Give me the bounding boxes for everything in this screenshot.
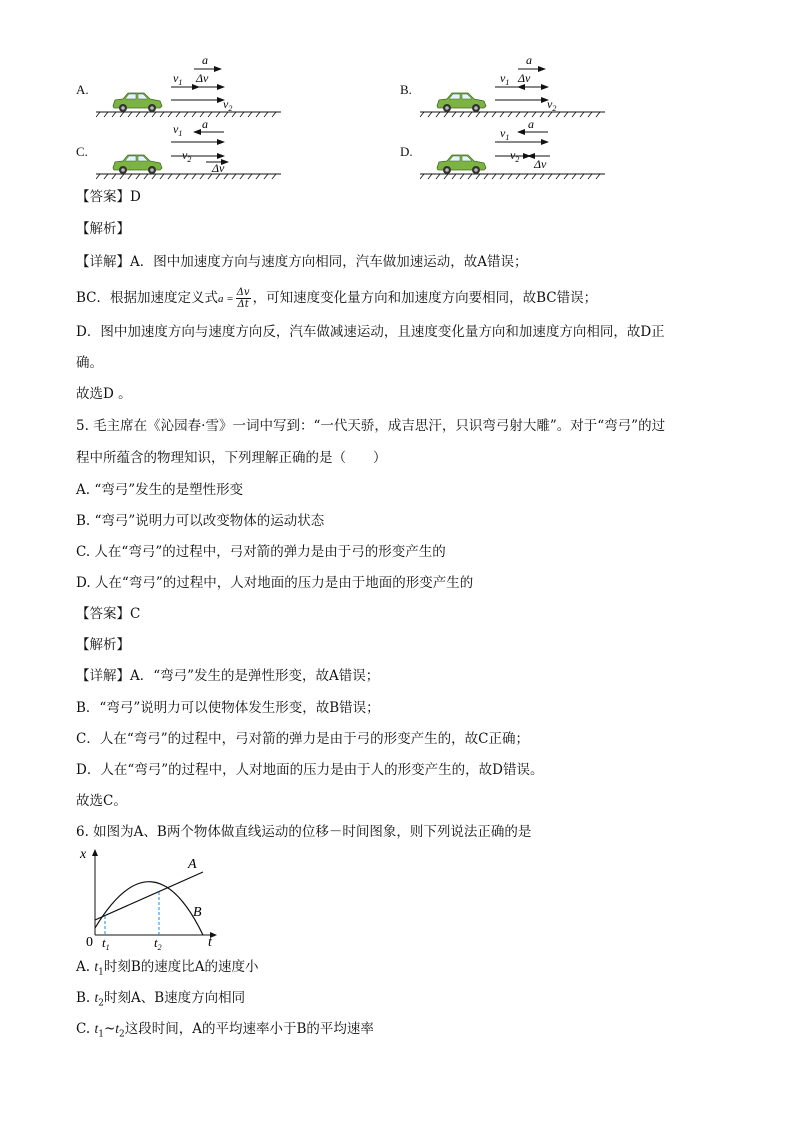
formula-lhs: a = (218, 293, 234, 305)
v2-label: $v_2$ (182, 148, 192, 164)
q6-option-c-text: 这段时间，A的平均速率小于B的平均速率 (124, 1021, 374, 1037)
q6-xt-graph (78, 842, 228, 950)
q4-option-b-label: B. (400, 82, 412, 97)
q5-detail-b: B．“弯弓”说明力可以使物体发生形变，故B错误； (76, 700, 380, 716)
q6-option-c-prefix: C. (76, 1021, 95, 1037)
line-a (95, 872, 203, 920)
v2-label: $v_2$ (223, 97, 233, 113)
q6-option-c-tilde: ~ (103, 1021, 116, 1037)
q4-option-b-diagram (420, 52, 610, 120)
q4-detail-bc (76, 286, 597, 311)
x-axis-label: t (208, 935, 212, 950)
car-icon (437, 155, 486, 174)
q6-option-b-prefix: B. (76, 990, 95, 1006)
q6-option-b (76, 989, 245, 1013)
q4-option-c-label: C. (76, 144, 88, 159)
q5-option-b: B. “弯弓”说明力可以改变物体的运动状态 (76, 513, 325, 529)
v1-label: $v_1$ (500, 71, 510, 87)
car-icon (113, 93, 162, 112)
q4-option-a-diagram (96, 52, 286, 120)
formula-denominator: Δt (237, 299, 249, 310)
curve-b-label: B (193, 905, 202, 920)
q6-option-c (76, 1020, 374, 1044)
accel-label: a (202, 53, 208, 67)
curve-b (95, 882, 203, 935)
q5-conclusion: 故选C。 (76, 793, 127, 809)
q5-detail-a: 【详解】A．“弯弓”发生的是弹性形变，故A错误； (76, 668, 380, 684)
q4-answer: 【答案】D (76, 189, 141, 205)
q4-conclusion: 故选D 。 (76, 386, 132, 402)
q4-detail-bc-pre: BC．根据加速度定义式 (76, 290, 219, 306)
q5-answer: 【答案】C (76, 606, 141, 622)
formula-numerator: Δv (236, 287, 250, 298)
q6-option-b-time: t (94, 990, 99, 1005)
q5-option-d: D. 人在“弯弓”的过程中，人对地面的压力是由于地面的形变产生的 (76, 575, 474, 591)
dv-label: Δv (518, 71, 531, 85)
q5-stem-line1: 5. 毛主席在《沁园春·雪》一词中写到：“一代天骄，成吉思汗，只识弯弓射大雕”。对于“弯弓”的过 (76, 418, 666, 434)
q6-option-b-subscript: 2 (98, 998, 105, 1009)
v2-label: $v_2$ (547, 97, 557, 113)
line-a-label: A (188, 857, 197, 872)
q6-option-a-time: t (94, 959, 99, 974)
q5-stem-line2: 程中所蕴含的物理知识，下列理解正确的是（ ） (76, 450, 387, 466)
q5-analysis-heading: 【解析】 (76, 637, 130, 653)
q6-option-a-text: 时刻B的速度比A的速度小 (103, 959, 259, 975)
y-axis-label: x (80, 847, 87, 862)
formula-fraction (236, 287, 251, 310)
q6-option-c-time1: t (94, 1021, 99, 1036)
dv-label: Δv (534, 157, 547, 171)
car-icon (113, 155, 162, 174)
q6-option-c-time2: t (115, 1021, 120, 1036)
t1-label: $t_1$ (102, 935, 110, 950)
q6-option-c-subscript2: 2 (119, 1029, 125, 1040)
q4-option-a-label: A. (76, 82, 89, 97)
q4-option-c-diagram (96, 112, 286, 182)
q5-detail-d: D．人在“弯弓”的过程中，人对地面的压力是由于人的形变产生的，故D错误。 (76, 762, 544, 778)
q4-option-d-diagram (420, 112, 610, 182)
q5-option-c: C. 人在“弯弓”的过程中，弓对箭的弹力是由于弓的形变产生的 (76, 544, 446, 560)
q4-option-d-label: D. (400, 144, 413, 159)
origin-label: 0 (86, 935, 93, 950)
t2-label: $t_2$ (154, 935, 162, 950)
v1-label: $v_1$ (173, 122, 183, 138)
dv-label: Δv (212, 161, 225, 175)
q5-detail-c: C．人在“弯弓”的过程中，弓对箭的弹力是由于弓的形变产生的，故C正确； (76, 731, 529, 747)
v1-label: $v_1$ (500, 126, 510, 142)
q6-option-b-text: 时刻A、B速度方向相同 (104, 990, 246, 1006)
q4-detail-a: 【详解】A．图中加速度方向与速度方向相同，汽车做加速运动，故A错误； (76, 254, 528, 270)
v2-label: $v_2$ (510, 148, 520, 164)
q6-option-a-prefix: A. (76, 959, 95, 975)
car-icon (437, 93, 486, 112)
q4-detail-bc-post: ，可知速度变化量方向和加速度方向要相同，故BC错误； (252, 290, 598, 306)
q6-option-a (76, 958, 259, 982)
q4-detail-d-line1: D．图中加速度方向与速度方向反，汽车做减速运动，且速度变化量方向和加速度方向相同，故D正 (76, 324, 665, 340)
accel-label: a (202, 117, 208, 131)
q4-analysis-heading: 【解析】 (76, 221, 130, 237)
dv-label: Δv (196, 71, 209, 85)
q6-option-a-subscript: 1 (98, 967, 104, 978)
q4-detail-d-line2: 确。 (76, 355, 103, 371)
q5-option-a: A. “弯弓”发生的是塑性形变 (76, 482, 244, 498)
accel-label: a (526, 53, 532, 67)
v1-label: $v_1$ (173, 71, 183, 87)
q6-stem: 6. 如图为A、B两个物体做直线运动的位移－时间图象，则下列说法正确的是 (76, 824, 532, 840)
accel-label: a (528, 117, 534, 131)
q6-option-c-subscript1: 1 (98, 1029, 104, 1040)
